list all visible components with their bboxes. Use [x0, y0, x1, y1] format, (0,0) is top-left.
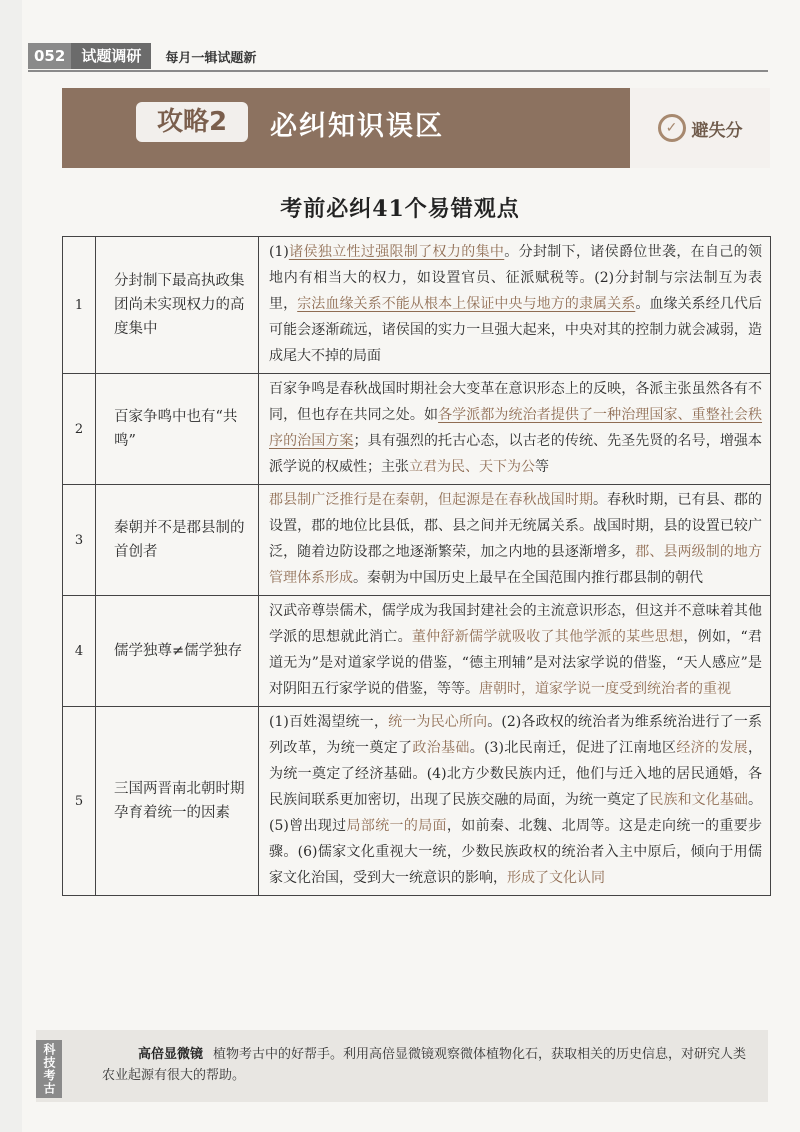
- highlight-text: 各学派都为统治者提供了一种治理国家、重整社会秩序的治国方案: [269, 407, 763, 449]
- row-content: [259, 374, 771, 485]
- highlight-text: 形成了文化认同: [507, 870, 605, 886]
- row-content: [259, 707, 771, 896]
- row-number: 3: [63, 485, 96, 596]
- content-text: 。(3)北民南迁，促进了江南地区: [469, 740, 677, 756]
- column-name: 试题调研: [71, 43, 151, 69]
- content-text: 等: [535, 459, 549, 475]
- content-text: 。(5)曾出现过: [269, 792, 763, 834]
- row-content: [259, 485, 771, 596]
- highlight-text: 立君为民、天下为公: [409, 459, 535, 475]
- banner-tag: 攻略2: [136, 102, 248, 142]
- highlight-text: 郡县制广泛推行是在秦朝，但起源是在春秋战国时期: [269, 492, 594, 508]
- row-topic: 百家争鸣中也有“共鸣”: [96, 374, 259, 485]
- table-row: [63, 237, 771, 374]
- table-row: [63, 374, 771, 485]
- highlight-text: 郡、县两级制的地方管理体系形成: [269, 544, 763, 586]
- footer-heading: 高倍显微镜: [138, 1047, 204, 1062]
- table-row: [63, 596, 771, 707]
- highlight-text: 董仲舒新儒学就吸收了其他学派的某些思想: [411, 629, 684, 645]
- medal-icon: ✓: [658, 114, 686, 142]
- banner-title: 必纠知识误区: [270, 111, 444, 142]
- table-row: [63, 707, 771, 896]
- content-text: 。血缘关系经几代后可能会逐渐疏远，诸侯国的实力一旦强大起来，中央对其的控制力就会减弱，造成尾大不掉的局面: [269, 296, 763, 364]
- content-text: 。春秋时期，已有县、郡的设置，郡的地位比县低，郡、县之间并无统属关系。战国时期，县的设置已较广泛，随着边防设郡之地逐渐繁荣，加之内地的县逐渐增多，: [269, 492, 763, 560]
- highlight-text: 民族和文化基础: [649, 792, 749, 808]
- highlight-text: 局部统一的局面: [346, 818, 447, 834]
- page-header: [28, 42, 256, 70]
- footer-text: [102, 1044, 752, 1086]
- column-subtitle: 每月一辑试题新: [165, 50, 257, 66]
- footer-tag: 科技考古: [36, 1040, 62, 1098]
- row-content: [259, 596, 771, 707]
- highlight-text: 政治基础: [412, 740, 470, 756]
- row-content: [259, 237, 771, 374]
- row-topic: 分封制下最高执政集团尚未实现权力的高度集中: [96, 237, 259, 374]
- table-row: [63, 485, 771, 596]
- row-topic: 三国两晋南北朝时期孕育着统一的因素: [96, 707, 259, 896]
- content-text: (1)百姓渴望统一，: [269, 714, 389, 730]
- content-text: ，为统一奠定了经济基础。(4)北方少数民族内迁，他们与迁入地的居民通婚，各民族间联系更加密切，出现了民族交融的局面，为统一奠定了: [269, 740, 763, 808]
- row-number: 2: [63, 374, 96, 485]
- content-text: ，例如，“君道无为”是对道家学说的借鉴，“德主刑辅”是对法家学说的借鉴，“天人感应”是对阴阳五行家学说的借鉴，等等。: [269, 629, 762, 697]
- section-banner: [62, 88, 770, 168]
- highlight-text: 唐朝时，道家学说一度受到统治者的重视: [479, 681, 731, 697]
- content-text: 汉武帝尊崇儒术，儒学成为我国封建社会的主流意识形态，但这并不意味着其他学派的思想就此消亡。: [269, 603, 762, 645]
- row-number: 5: [63, 707, 96, 896]
- footer-note: [36, 1030, 768, 1102]
- badge-text: 避失分: [691, 120, 743, 141]
- content-text: 。秦朝为中国历史上最早在全国范围内推行郡县制的朝代: [353, 570, 703, 586]
- document-title: 考前必纠41个易错观点: [280, 196, 520, 222]
- row-number: 4: [63, 596, 96, 707]
- content-text: 。(2)各政权的统治者为维系统治进行了一系列改革，为统一奠定了: [269, 714, 762, 756]
- highlight-text: 宗法血缘关系不能从根本上保证中央与地方的隶属关系: [297, 296, 636, 312]
- misconception-table: [62, 236, 771, 896]
- footer-body: 植物考古中的好帮手。利用高倍显微镜观察微体植物化石，获取相关的历史信息，对研究人类农业起源有很大的帮助。: [102, 1047, 747, 1083]
- row-topic: 秦朝并不是郡县制的首创者: [96, 485, 259, 596]
- content-text: ；具有强烈的托古心态，以古老的传统、先圣先贤的名号，增强本派学说的权威性；主张: [269, 433, 763, 475]
- row-number: 1: [63, 237, 96, 374]
- row-topic: 儒学独尊≠儒学独存: [96, 596, 259, 707]
- page-number: 052: [28, 43, 71, 69]
- highlight-text: 诸侯独立性过强限制了权力的集中: [288, 244, 505, 260]
- content-text: 百家争鸣是春秋战国时期社会大变革在意识形态上的反映，各派主张虽然各有不同，但也存在共同之处。如: [269, 381, 762, 423]
- content-text: ，如前秦、北魏、北周等。这是走向统一的重要步骤。(6)儒家文化重视大一统，少数民族政权的统治者入主中原后，倾向于用儒家文化治国，受到大一统意识的影响，: [269, 818, 763, 886]
- highlight-text: 经济的发展: [676, 740, 749, 756]
- content-text: (1): [269, 244, 289, 260]
- badge: [630, 88, 770, 168]
- header-divider: [28, 70, 768, 72]
- content-text: 。分封制下，诸侯爵位世袭，在自己的领地内有相当大的权力，如设置官员、征派赋税等。(2)分封制与宗法制互为表里，: [269, 244, 763, 312]
- highlight-text: 统一为民心所向: [388, 714, 488, 730]
